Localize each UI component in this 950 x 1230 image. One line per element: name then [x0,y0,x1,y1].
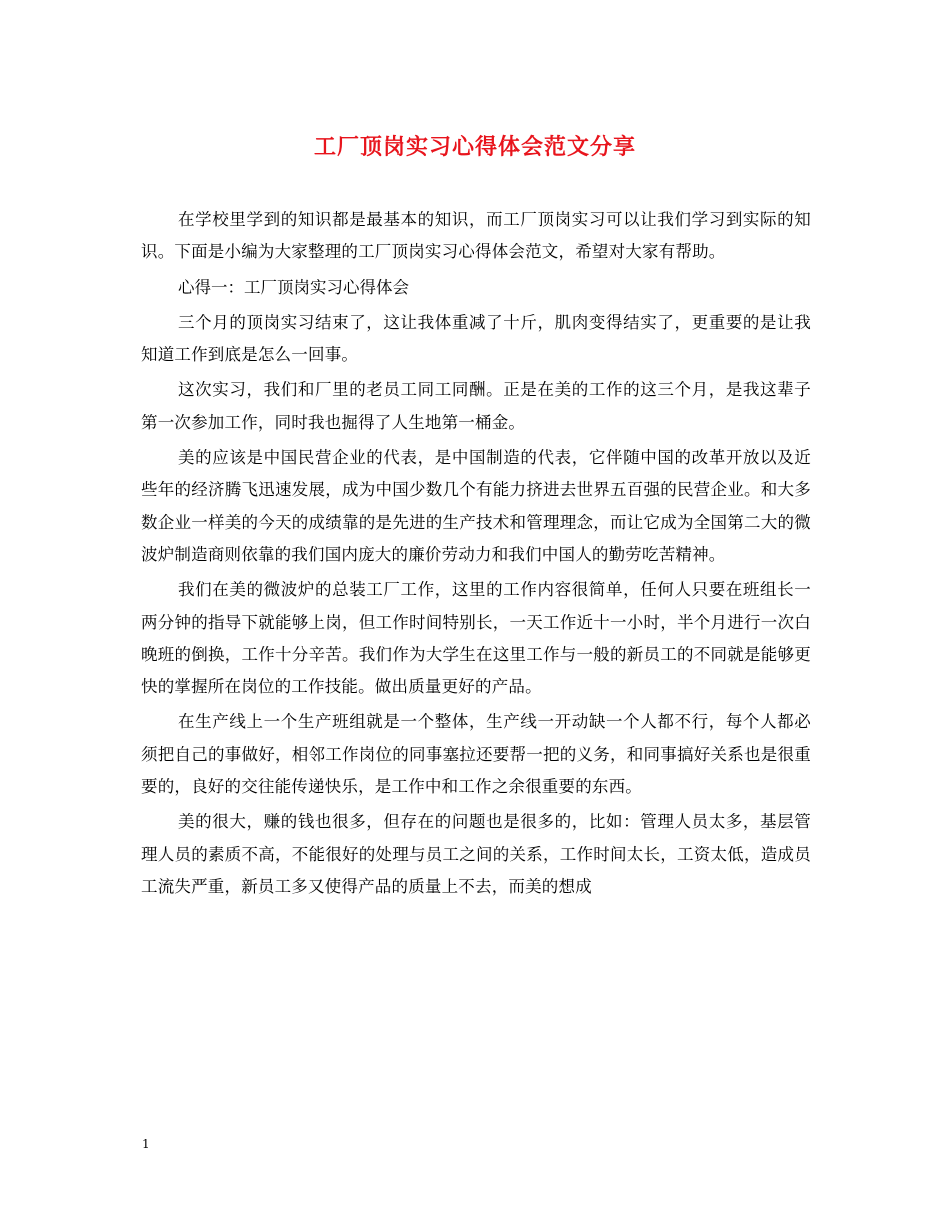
paragraph: 这次实习，我们和厂里的老员工同工同酬。正是在美的工作的这三个月，是我这辈子第一次参加工作，同时我也掘得了人生地第一桶金。 [141,380,811,432]
paragraph: 在生产线上一个生产班组就是一个整体，生产线一开动缺一个人都不行，每个人都必须把自己的事做好，相邻工作岗位的同事塞拉还要帮一把的义务，和同事搞好关系也是很重要的，良好的交往能传递快乐，是工作中和工作之余很重要的东西。 [141,712,811,797]
paragraph: 美的应该是中国民营企业的代表，是中国制造的代表，它伴随中国的改革开放以及近些年的经济腾飞迅速发展，成为中国少数几个有能力挤进去世界五百强的民营企业。和大多数企业一样美的今天的成绩靠的是先进的生产技术和管理理念，而让它成为全国第二大的微波炉制造商则依靠的我们国内庞大的廉价劳动力和我们中国人的勤劳吃苦精神。 [141,448,811,564]
document-title: 工厂顶岗实习心得体会范文分享 [313,134,636,160]
paragraph: 美的很大，赚的钱也很多，但存在的问题也是很多的，比如：管理人员太多，基层管理人员的素质不高，不能很好的处理与员工之间的关系，工作时间太长，工资太低，造成员工流失严重，新员工多又使得产品的质量上不去，而美的想成 [141,812,811,896]
paragraph: 三个月的顶岗实习结束了，这让我体重减了十斤，肌肉变得结实了，更重要的是让我知道工作到底是怎么一回事。 [141,312,811,365]
section-heading: 心得一：工厂顶岗实习心得体会 [178,277,409,297]
document-body [141,204,811,906]
paragraph: 我们在美的微波炉的总装工厂工作，这里的工作内容很简单，任何人只要在班组长一两分钟的指导下就能够上岗，但工作时间特别长，一天工作近十一小时，半个月进行一次白晚班的倒换，工作十分辛苦。我们作为大学生在这里工作与一般的新员工的不同就是能够更快的掌握所在岗位的工作技能。做出质量更好的产品。 [141,580,811,697]
page-number: 1 [142,1137,150,1151]
paragraph-intro: 在学校里学到的知识都是最基本的知识，而工厂顶岗实习可以让我们学习到实际的知识。下面是小编为大家整理的工厂顶岗实习心得体会范文，希望对大家有帮助。 [141,210,811,262]
